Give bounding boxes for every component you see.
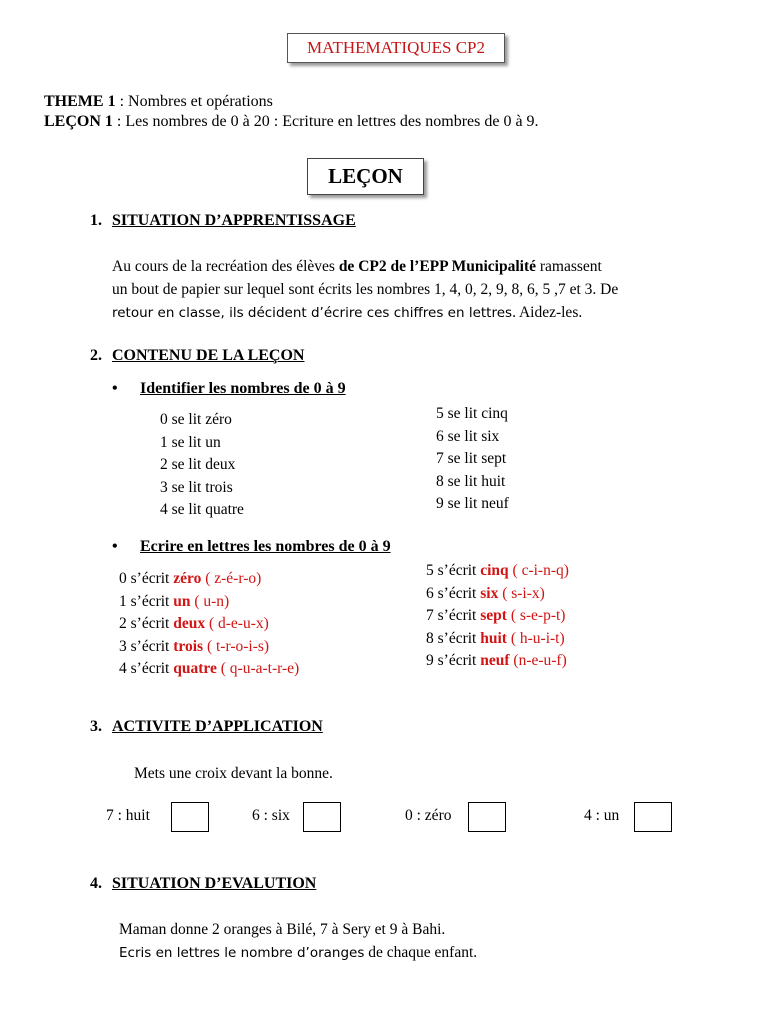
list-item: 8 s’écrit huit ( h-u-i-t) [426,629,565,647]
list-item: 2 s’écrit deux ( d-e-u-x) [119,615,269,632]
list-item: 4 s’écrit quatre ( q-u-a-t-r-e) [119,660,300,677]
lecon-label: LEÇON 1 [44,113,113,130]
number-word: deux [173,615,206,632]
para-line2: un bout de papier sur lequel sont écrits les nombres 1, 4, 0, 2, 9, 8, 6, 5 ,7 et 3. De [112,281,619,298]
number-word: un [173,592,191,610]
spelling: ( h-u-i-t) [506,629,565,647]
number-word: neuf [480,652,510,669]
number-word: zéro [173,570,202,587]
choice-label: 6 : six [252,807,290,824]
write-list-right [426,560,569,673]
list-item: 3 s’écrit trois ( t-r-o-i-s) [119,637,270,655]
para-line1-a: Au cours de la recréation des élèves [112,258,339,275]
evaluation-line2-a: Ecris en lettres le nombre d’oranges [119,945,365,961]
list-item: 5 se lit cinq [436,405,508,422]
activity-instruction: Mets une croix devant la bonne. [134,765,333,782]
document-title-box [287,33,505,63]
choice-checkbox-2[interactable] [303,802,341,832]
number-word: huit [480,629,507,647]
number-word: trois [173,637,204,655]
list-item: 9 s’écrit neuf (n-e-u-f) [426,652,567,669]
bullet-write-text: Ecrire en lettres les nombres de 0 à 9 [140,538,391,555]
number-word: six [480,584,499,602]
section-3-title: ACTIVITE D’APPLICATION [112,718,323,735]
spelling: ( u-n) [190,592,230,610]
read-list-left [160,409,244,522]
spelling: ( c-i-n-q) [508,562,569,579]
spelling: ( s-i-x) [498,584,545,602]
section-4-title: SITUATION D’EVALUTION [112,875,317,892]
list-item: 2 se lit deux [160,456,236,473]
document-title: MATHEMATIQUES CP2 [306,38,486,57]
section-1-number: 1. [90,212,102,229]
spelling: ( z-é-r-o) [201,570,262,587]
para-line3-a: retour en classe, ils décident d’écrire ces chiffres en lettres [112,305,513,321]
bullet-write [112,538,391,556]
list-item: 6 se lit six [436,427,500,445]
theme-label: THEME 1 [44,93,116,110]
para-line1-b: de CP2 de l’EPP Municipalité [338,258,536,275]
bullet-dot-icon: • [112,538,118,555]
choice-label: 7 : huit [106,807,150,824]
choice-label: 4 : un [584,807,620,824]
section-3-number: 3. [90,718,102,735]
list-item: 9 se lit neuf [436,495,509,512]
section-3-heading [90,718,323,736]
lecon-text: : Les nombres de 0 à 20 : Ecriture en lettres des nombres de 0 à 9. [112,113,539,130]
section-4-number: 4. [90,875,102,892]
write-list-left [119,568,299,681]
bullet-identify-text: Identifier les nombres de 0 à 9 [140,380,346,397]
theme-text: : Nombres et opérations [115,93,273,110]
evaluation-line2-b: de chaque enfant. [364,944,478,961]
spelling: ( d-e-u-x) [205,615,269,632]
choice-checkbox-1[interactable] [171,802,209,832]
spelling: ( s-e-p-t) [506,607,566,624]
section-2-number: 2. [90,347,102,364]
section-1-title: SITUATION D’APPRENTISSAGE [112,212,356,229]
list-item: 4 se lit quatre [160,501,244,518]
para-line1-c: ramassent [536,258,602,275]
list-item: 0 se lit zéro [160,411,232,428]
choice-checkbox-3[interactable] [468,802,506,832]
choice-checkbox-4[interactable] [634,802,672,832]
evaluation-line2 [119,941,477,965]
choice-label: 0 : zéro [405,807,452,824]
list-item: 1 se lit un [160,433,221,451]
list-item: 5 s’écrit cinq ( c-i-n-q) [426,562,569,579]
para-line3-b: . Aidez-les. [512,304,583,321]
list-item: 3 se lit trois [160,478,233,496]
lecon-heading-box [307,158,424,195]
number-word: quatre [173,660,217,677]
number-word: sept [480,607,507,624]
number-word: cinq [480,562,509,579]
spelling: ( t-r-o-i-s) [203,637,270,655]
read-list-right [436,403,509,516]
evaluation-line1: Maman donne 2 oranges à Bilé, 7 à Sery et 9 à Bahi. [119,921,446,938]
section-1-paragraph [112,255,702,325]
lecon-line [44,112,539,132]
spelling: ( q-u-a-t-r-e) [216,660,300,677]
spelling: (n-e-u-f) [509,652,567,669]
lecon-heading: LEÇON [328,164,403,188]
list-item: 1 s’écrit un ( u-n) [119,592,230,610]
list-item: 0 s’écrit zéro ( z-é-r-o) [119,570,262,587]
theme-line [44,92,273,112]
list-item: 6 s’écrit six ( s-i-x) [426,584,545,602]
list-item: 8 se lit huit [436,472,506,490]
section-1-heading [90,212,356,230]
section-2-heading [90,347,304,365]
section-2-title: CONTENU DE LA LEÇON [112,347,305,364]
list-item: 7 se lit sept [436,450,507,467]
bullet-dot-icon: • [112,380,118,397]
bullet-identify [112,380,346,398]
section-4-heading [90,875,316,893]
list-item: 7 s’écrit sept ( s-e-p-t) [426,607,566,624]
